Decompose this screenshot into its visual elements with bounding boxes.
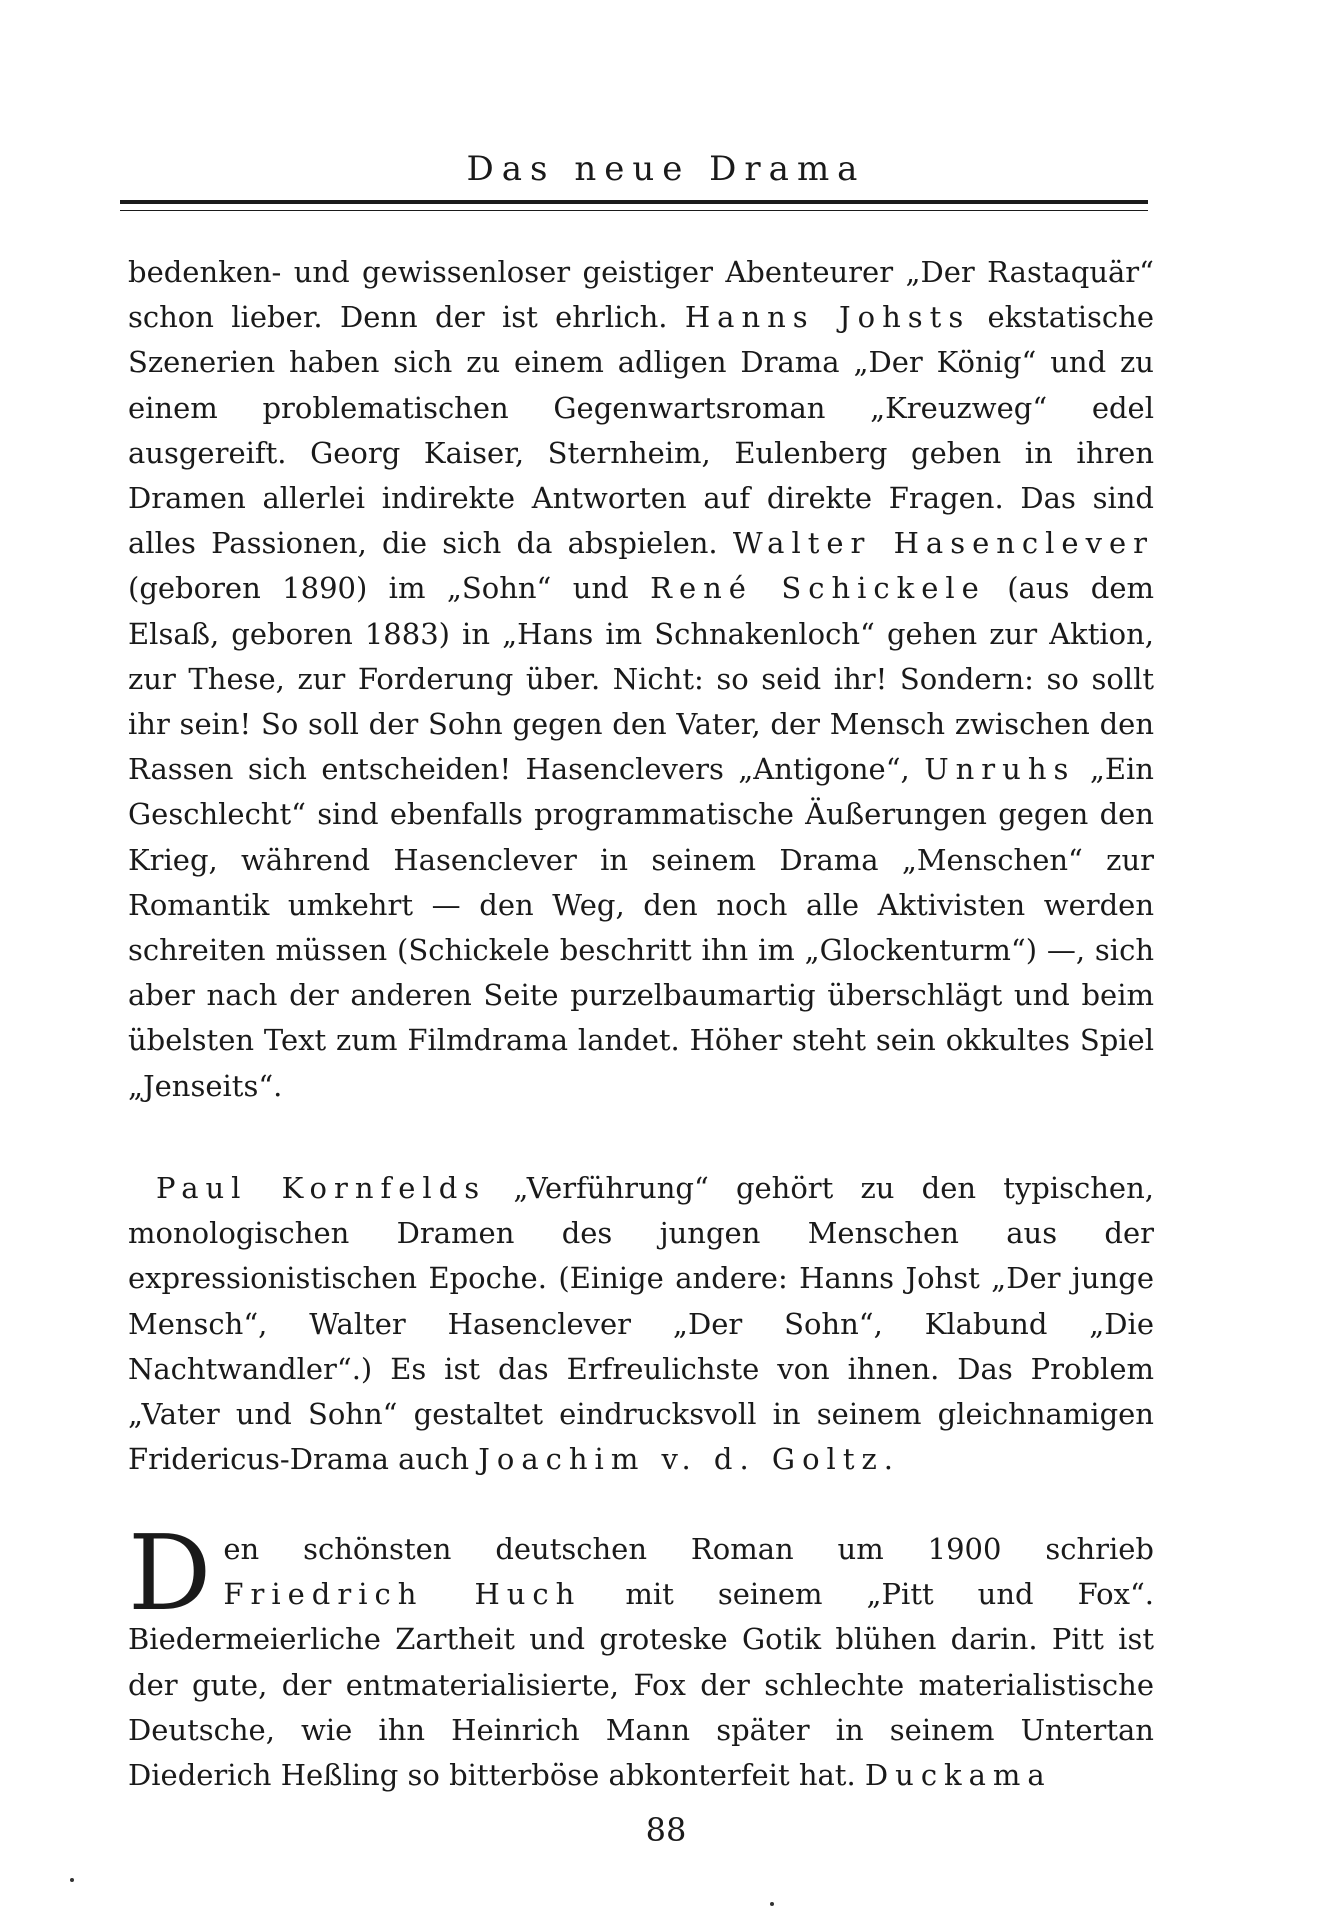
author-name-duckama: Duckama (864, 1758, 1052, 1793)
paragraph-3 (128, 1512, 1155, 1798)
paragraph-2-text-a: „Verführung“ gehört zu den typischen, monologischen Dramen des jungen Menschen aus der expressionistischen Epoche. (Einige andere: Hanns Johst „Der junge Mensch“, Walter Hasenclever „Der Sohn“, Klabund „Die Nachtwandler“.) Es ist das Erfreulichste von ihnen. Das Problem „Vater und Sohn“ gestaltet eindrucksvoll in seinem gleichnamigen Fridericus-Drama auch (128, 1171, 1154, 1477)
author-name-kornfeld: Paul Kornfelds (156, 1171, 487, 1205)
author-name-hasenclever: Walter Hasenclever (732, 526, 1155, 561)
drop-cap-initial: D (128, 1512, 212, 1634)
author-name-unruh: Unruhs (924, 752, 1076, 787)
author-name-huch: Friedrich Huch (223, 1577, 582, 1612)
author-name-johst: Hanns Johsts (684, 300, 971, 335)
print-speck (70, 1878, 74, 1882)
running-title: Das neue Drama (466, 149, 866, 189)
paragraph-1-text-c: (geboren 1890) im „Sohn“ und (128, 571, 651, 606)
header-rule-thin (120, 210, 1148, 211)
paragraph-1 (128, 250, 1154, 1109)
paragraph-2-end: . (883, 1442, 893, 1477)
page-number: 88 (645, 1811, 687, 1849)
paragraph-3-text-a: en schönsten deutschen Roman um 1900 schrieb (223, 1532, 1154, 1566)
paragraph-1-text-d: (aus dem Elsaß, geboren 1883) in „Hans im Schnakenloch“ gehen zur Aktion, zur These, zur Forderung über. Nicht: so seid ihr! Sondern: so sollt ihr sein! So soll der Sohn gegen den Vater, der Mensch zwischen den Rassen sich entscheiden! Hasenclevers „Antigone“, (128, 571, 1155, 787)
print-speck (770, 1902, 774, 1906)
paragraph-1-text-a: bedenken- und gewissenloser geistiger Abenteurer „Der Rastaquär“ schon lieber. Denn der ist ehrlich. (128, 255, 1154, 335)
author-name-schickele: René Schickele (650, 571, 986, 606)
header-rule-thick (120, 200, 1148, 204)
paragraph-2 (128, 1166, 1154, 1482)
paragraph-3-text-b: mit seinem „Pitt und Fox“. Biedermeierliche Zartheit und groteske Gotik blühen darin. Pitt ist der gute, der entmaterialisierte, Fox der schlechte materialistische Deutsche, wie ihn Heinrich Mann später in seinem Untertan Diederich Heßling so bitterböse abkonterfeit hat. (128, 1577, 1155, 1793)
author-name-goltz: Joachim v. d. Goltz (478, 1442, 884, 1477)
paragraph-1-text-e: „Ein Geschlecht“ sind ebenfalls programmatische Äußerungen gegen den Krieg, während Hasenclever in seinem Drama „Menschen“ zur Romantik umkehrt — den Weg, den noch alle Aktivisten werden schreiten müssen (Schickele beschritt ihn im „Glockenturm“) —, sich aber nach der anderen Seite purzelbaumartig überschlägt und beim übelsten Text zum Filmdrama landet. Höher steht sein okkultes Spiel „Jenseits“. (128, 752, 1154, 1103)
paragraph-1-text-b: ekstatische Szenerien haben sich zu einem adligen Drama „Der König“ und zu einem problematischen Gegenwartsroman „Kreuzweg“ edel ausgereift. Georg Kaiser, Sternheim, Eulenberg geben in ihren Dramen allerlei indirekte Antworten auf direkte Fragen. Das sind alles Passionen, die sich da abspielen. (128, 300, 1155, 561)
